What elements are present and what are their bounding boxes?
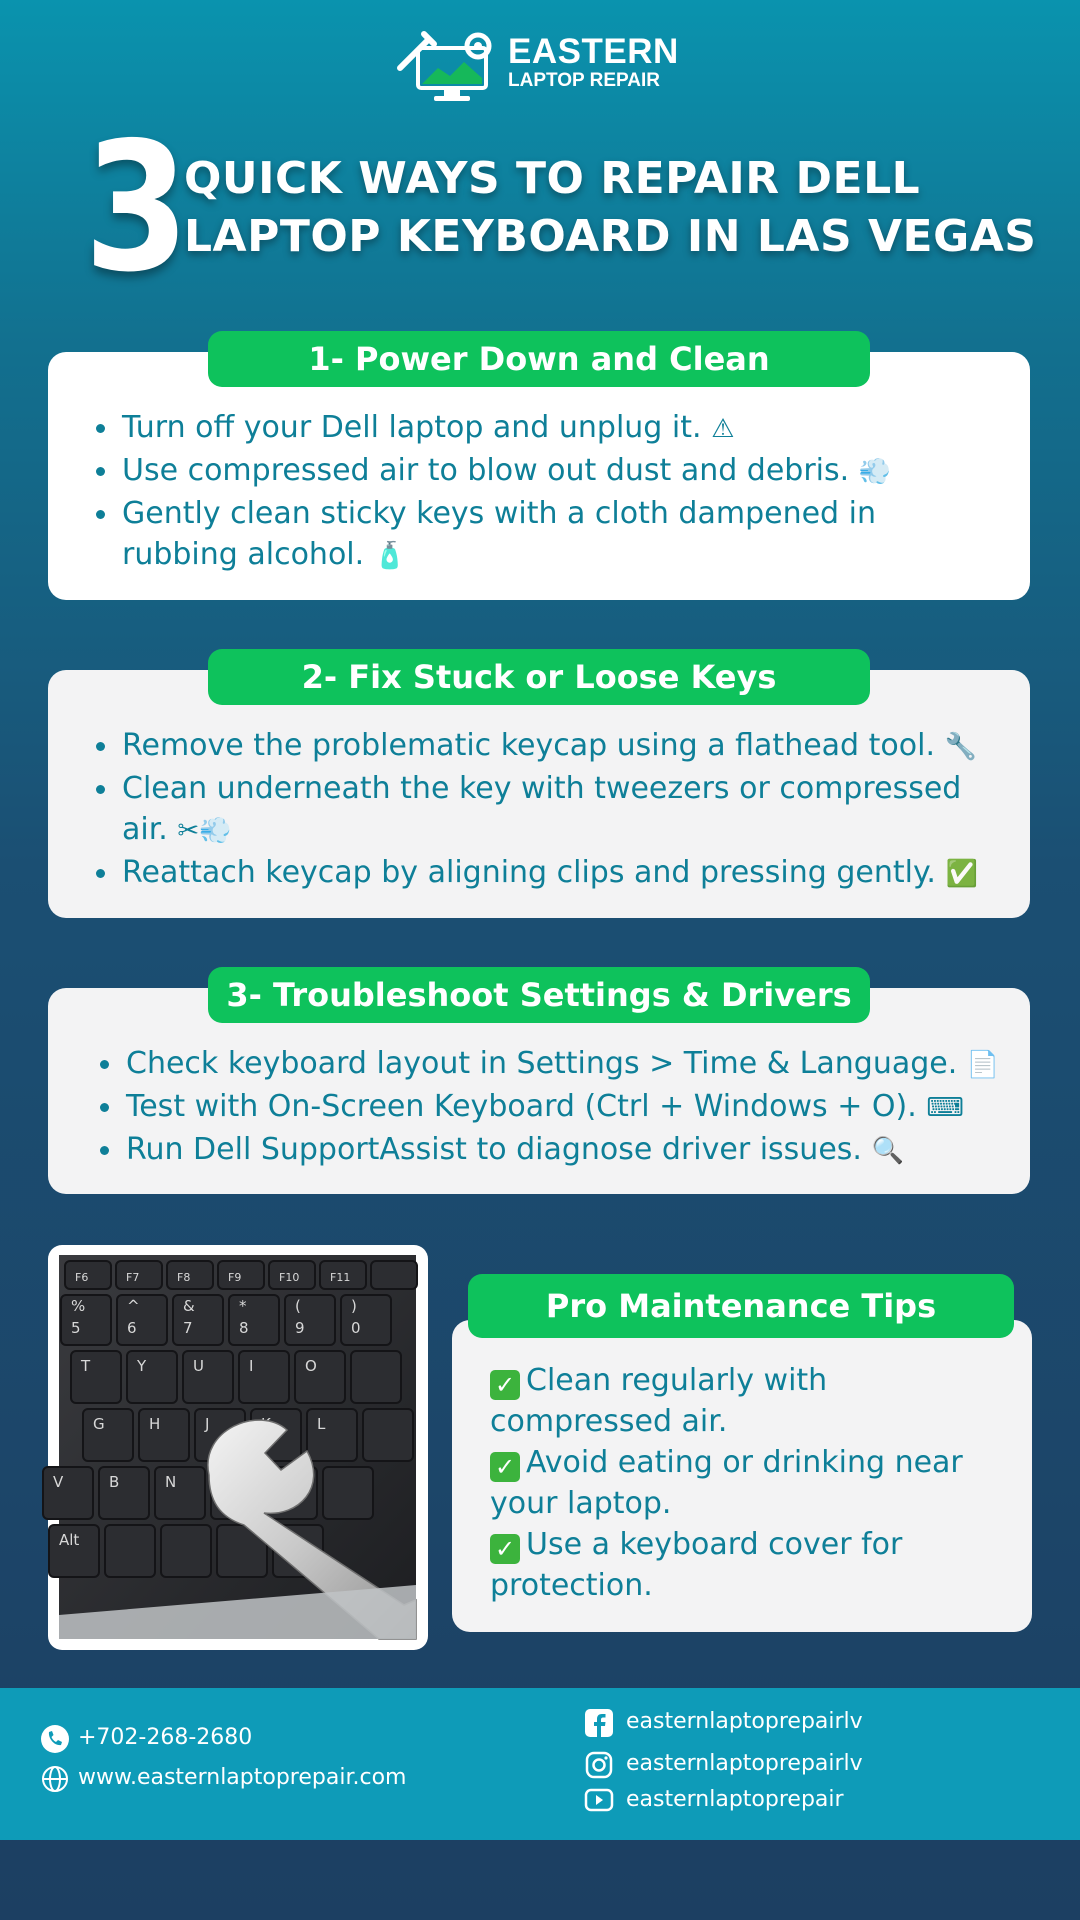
keycap-label: ) (351, 1297, 357, 1315)
keycap-label: G (93, 1415, 105, 1433)
youtube-link[interactable]: easternlaptoprepair (626, 1787, 844, 1812)
keycap (99, 1467, 149, 1519)
keycap (61, 1295, 111, 1345)
list-item: ✓ Clean regularly with compressed air. (490, 1363, 828, 1439)
check-icon: ✓ (490, 1370, 520, 1400)
keyboard-image (53, 1255, 416, 1639)
keycap (71, 1351, 121, 1403)
keycap (363, 1409, 413, 1461)
facebook-icon (584, 1708, 614, 1738)
keycap (351, 1351, 401, 1403)
keycap (139, 1409, 189, 1461)
phone-link[interactable]: +702-268-2680 (78, 1725, 253, 1750)
keycap-label: B (109, 1473, 120, 1491)
keycap (183, 1351, 233, 1403)
scissors-wind-icon: ✂💨 (177, 816, 232, 846)
magnifier-icon: 🔍 (871, 1136, 904, 1166)
list-item: Clean underneath the key with tweezers or compressed air. ✂💨 (92, 768, 1002, 852)
instagram-icon (584, 1750, 614, 1780)
keycap (295, 1351, 345, 1403)
footer (0, 1688, 1080, 1840)
keycap-label: U (193, 1357, 204, 1375)
title-line2: LAPTOP KEYBOARD IN LAS VEGAS (184, 211, 1037, 262)
section-heading-1: 1- Power Down and Clean (208, 331, 870, 387)
keyboard-icon: ⌨ (926, 1093, 964, 1123)
facebook-link[interactable]: easternlaptoprepairlv (626, 1709, 863, 1734)
keycap-label: O (305, 1357, 317, 1375)
section-list-2 (92, 725, 1012, 895)
list-item: ✓ Use a keyboard cover for protection. (490, 1527, 903, 1603)
list-item: ✓ Avoid eating or drinking near your laptop. (490, 1445, 963, 1521)
tips-heading: Pro Maintenance Tips (468, 1274, 1014, 1338)
keycap-label: % (71, 1297, 86, 1315)
website-link[interactable]: www.easternlaptoprepair.com (78, 1765, 407, 1790)
keycap (127, 1351, 177, 1403)
keycap-label: V (53, 1473, 64, 1491)
keycap (173, 1295, 223, 1345)
keycap-label: 7 (183, 1319, 193, 1337)
keycap-label: N (165, 1473, 177, 1491)
keycap (285, 1295, 335, 1345)
keycap-label: F6 (75, 1271, 89, 1284)
title-number: 3 (84, 104, 185, 311)
document-icon: 📄 (966, 1050, 1000, 1080)
keycap-label: 0 (351, 1319, 361, 1337)
keycap-label: F7 (126, 1271, 140, 1284)
youtube-icon (584, 1787, 614, 1813)
section-list-1 (92, 407, 992, 577)
page-title (184, 150, 1044, 266)
keycap-label: Alt (59, 1531, 80, 1549)
photo-frame (48, 1245, 428, 1650)
warning-icon: ⚠ (711, 414, 735, 444)
keycap-label: 9 (295, 1319, 305, 1337)
keycap-label: F9 (228, 1271, 242, 1284)
keycap (83, 1409, 133, 1461)
keycap (371, 1261, 417, 1289)
list-item: Test with On-Screen Keyboard (Ctrl + Windows + O). ⌨ (96, 1086, 1016, 1129)
tips-list (490, 1360, 1010, 1606)
keycap (229, 1295, 279, 1345)
keycap-label: H (149, 1415, 161, 1433)
keycap (341, 1295, 391, 1345)
keycap-label: I (249, 1357, 254, 1375)
keycap-label: F10 (279, 1271, 300, 1284)
bottle-icon: 🧴 (373, 541, 407, 571)
brand-logo (398, 28, 688, 104)
section-heading-2: 2- Fix Stuck or Loose Keys (208, 649, 870, 705)
logo-line2: LAPTOP REPAIR (508, 70, 661, 91)
check-icon: ✅ (945, 859, 978, 889)
keycap-label: ^ (127, 1297, 140, 1315)
phone-icon (40, 1724, 70, 1754)
keycap (239, 1351, 289, 1403)
keycap-label: ( (295, 1297, 301, 1315)
keycap-label: 6 (127, 1319, 137, 1337)
wrench-gear-monitor-icon (398, 28, 506, 104)
keycap (161, 1525, 211, 1577)
keycap (307, 1409, 357, 1461)
wind-icon: 💨 (858, 457, 892, 487)
list-item: Remove the problematic keycap using a flathead tool. 🔧 (92, 725, 1012, 768)
instagram-link[interactable]: easternlaptoprepairlv (626, 1751, 863, 1776)
logo-line1: EASTERN (508, 32, 679, 71)
title-line1: QUICK WAYS TO REPAIR DELL (184, 153, 921, 204)
list-item: Turn off your Dell laptop and unplug it. ⚠ (92, 407, 992, 450)
keycap (43, 1467, 93, 1519)
keyboard-wrench-photo (53, 1255, 416, 1639)
keycap-label: 5 (71, 1319, 81, 1337)
keycap-label: * (239, 1297, 247, 1315)
keycap-label: T (81, 1357, 91, 1375)
keycap (105, 1525, 155, 1577)
keycap-label: & (183, 1297, 195, 1315)
keycap-label: 8 (239, 1319, 249, 1337)
wrench-icon: 🔧 (944, 732, 977, 762)
keycap-label: F11 (330, 1271, 351, 1284)
keycap (323, 1467, 373, 1519)
globe-icon (40, 1764, 70, 1794)
check-icon: ✓ (490, 1452, 520, 1482)
list-item: Use compressed air to blow out dust and debris. 💨 (92, 450, 992, 493)
section-heading-3: 3- Troubleshoot Settings & Drivers (208, 967, 870, 1023)
keycap-label: F8 (177, 1271, 191, 1284)
check-icon: ✓ (490, 1534, 520, 1564)
list-item: Reattach keycap by aligning clips and pressing gently. ✅ (92, 852, 1012, 895)
keycap (117, 1295, 167, 1345)
list-item: Run Dell SupportAssist to diagnose driver issues. 🔍 (96, 1129, 1016, 1172)
keycap (155, 1467, 205, 1519)
list-item: Check keyboard layout in Settings > Time & Language. 📄 (96, 1043, 1016, 1086)
list-item: Gently clean sticky keys with a cloth dampened in rubbing alcohol. 🧴 (92, 493, 942, 577)
section-list-3 (96, 1043, 1016, 1172)
keycap-label: J (205, 1415, 210, 1433)
keycap-label: Y (137, 1357, 147, 1375)
keycap-label: L (317, 1415, 326, 1433)
